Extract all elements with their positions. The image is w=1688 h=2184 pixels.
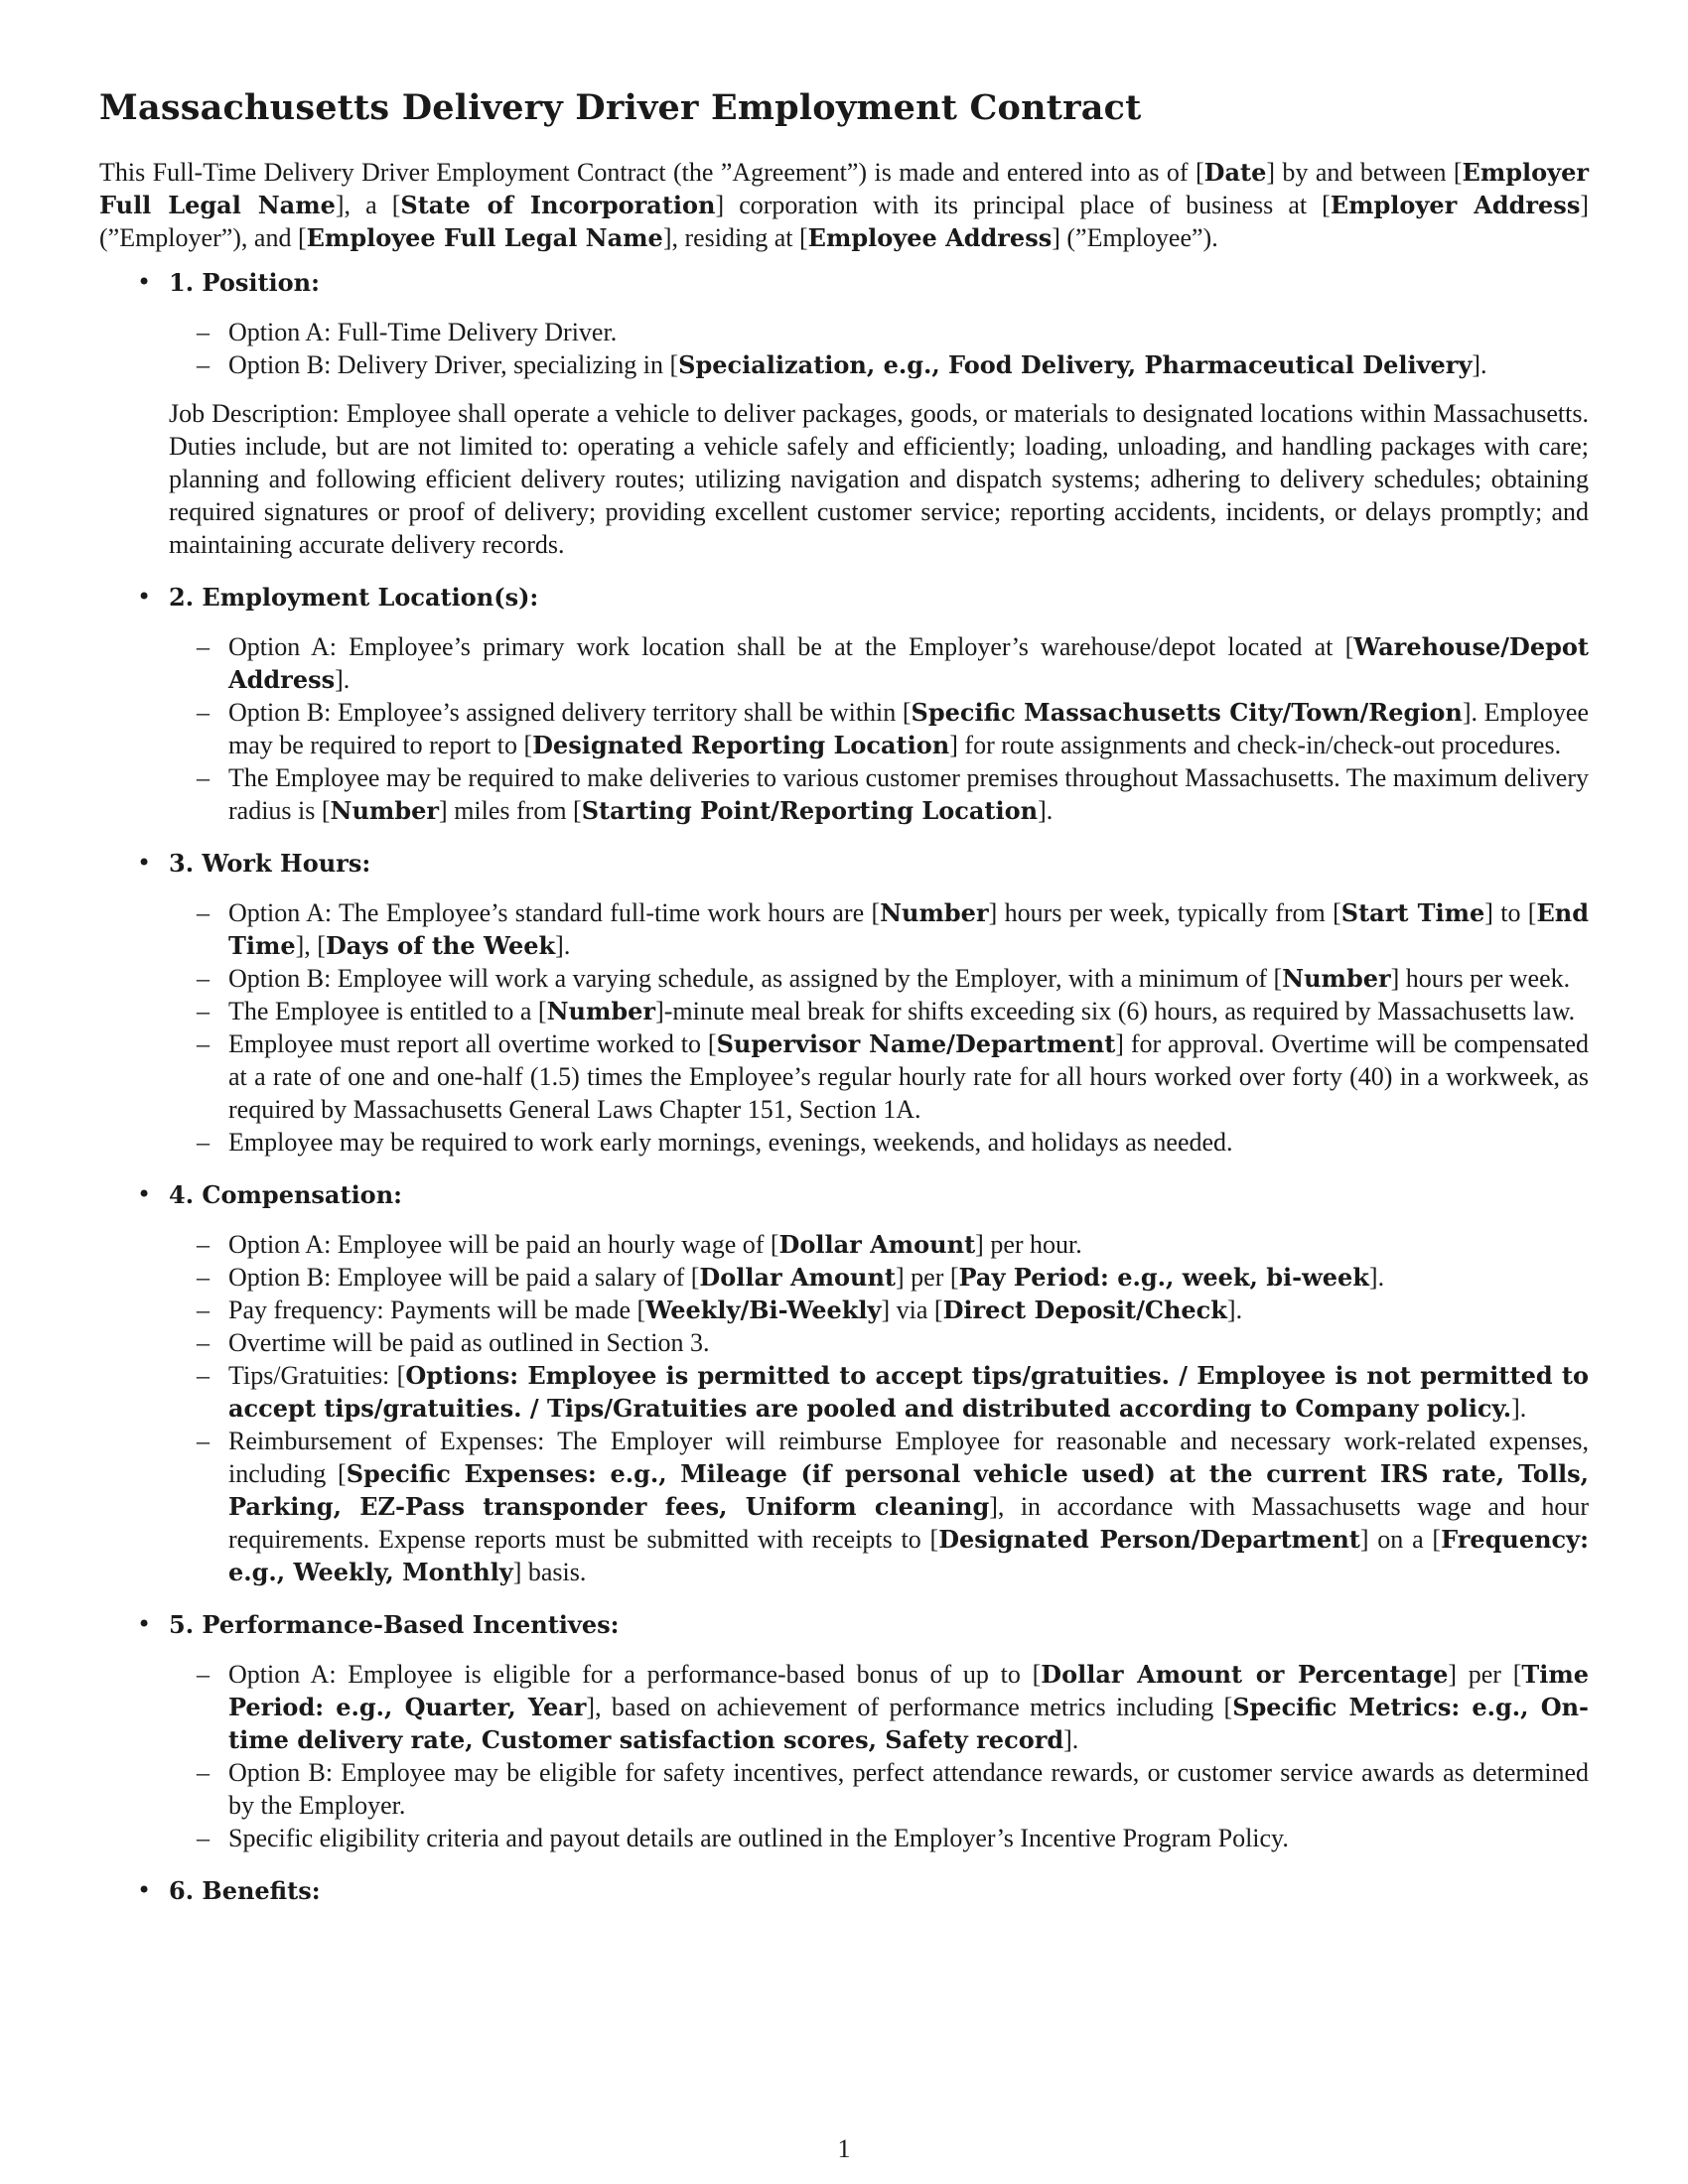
option-item: – Overtime will be paid as outlined in Section 3. [197,1328,710,1357]
bullet-icon: • [137,1610,152,1638]
dash-icon: – [197,1758,210,1787]
section-list [99,266,1589,1907]
dash-icon: – [197,898,210,927]
dash-icon: – [197,1296,210,1324]
option-item: – Option B: Employee’s assigned delivery territory shall be within [Specific Massachusetts City/Town/Region]. Employee may be required to report to [Designated Reporting Location] for route assignments and check-in/check-out procedures. [197,698,1589,759]
option-item: – Option A: Full-Time Delivery Driver. [197,318,618,346]
job-description: Job Description: Employee shall operate a vehicle to deliver packages, goods, or materials to designated locations within Massachusetts. Duties include, but are not limited to: operating a vehicle safely and efficiently; loading, unloading, and handling packages with care; planning and following efficient delivery routes; utilizing navigation and dispatch systems; adhering to delivery schedules; obtaining required signatures or proof of delivery; providing excellent customer service; reporting accidents, incidents, or delays promptly; and maintaining accurate delivery records. [169,399,1589,559]
dash-icon: – [197,1824,210,1852]
section-heading: 3. Work Hours: [169,849,371,878]
dash-icon: – [197,964,210,993]
bullet-icon: • [137,849,152,877]
option-item: – Specific eligibility criteria and payout details are outlined in the Employer’s Incentive Program Policy. [197,1824,1289,1852]
option-item: – Reimbursement of Expenses: The Employer will reimburse Employee for reasonable and necessary work-related expenses, including [Specific Expenses: e.g., Mileage (if personal vehicle used) at the current IRS rate, Tolls, Parking, EZ-Pass transponder fees, Uniform cleaning], in accordance with Massachusetts wage and hour requirements. Expense reports must be submitted with receipts to [Designated Person/Department] on a [Frequency: e.g., Weekly, Monthly] basis. [197,1427,1590,1586]
dash-icon: – [197,1230,210,1259]
option-item: – The Employee may be required to make deliveries to various customer premises throughout Massachusetts. The maximum delivery radius is [Number] miles from [Starting Point/Reporting Location]. [197,763,1589,825]
intro-paragraph: This Full-Time Delivery Driver Employment Contract (the ”Agreement”) is made and entered into as of [Date] by and between [Employer Full Legal Name], a [State of Incorporation] corporation with its principal place of business at [Employer Address] (”Employer”), and [Employee Full Legal Name], residing at [Employee Address] (”Employee”). [99,158,1589,252]
bullet-icon: • [137,1876,152,1904]
dash-icon: – [197,997,210,1025]
section-item [99,1608,1589,1854]
option-item: – Pay frequency: Payments will be made [Weekly/Bi-Weekly] via [Direct Deposit/Check]. [197,1296,1243,1324]
section-item [99,1874,1589,1907]
option-list [169,1228,1589,1588]
dash-icon: – [197,350,210,379]
option-item: – Option A: The Employee’s standard full-time work hours are [Number] hours per week, typically from [Start Time] to [End Time], [Days of the Week]. [197,898,1589,960]
section-item [99,1178,1589,1588]
dash-icon: – [197,1660,210,1689]
section-item [99,266,1589,561]
section-heading: 6. Benefits: [169,1876,321,1905]
page-number: 1 [837,2134,851,2163]
option-item: – Employee may be required to work early mornings, evenings, weekends, and holidays as needed. [197,1128,1233,1157]
option-item: – Employee must report all overtime worked to [Supervisor Name/Department] for approval. Overtime will be compensated at a rate of one and one-half (1.5) times the Employee’s regular hourly rate for all hours worked over forty (40) in a workweek, as required by Massachusetts General Laws Chapter 151, Section 1A. [197,1029,1589,1124]
bullet-icon: • [137,268,152,296]
dash-icon: – [197,632,210,661]
option-item: – Option A: Employee will be paid an hourly wage of [Dollar Amount] per hour. [197,1230,1082,1259]
dash-icon: – [197,1328,210,1357]
bullet-icon: • [137,583,152,611]
option-item: – Option B: Employee will be paid a salary of [Dollar Amount] per [Pay Period: e.g., week, bi-week]. [197,1263,1385,1292]
option-item: – The Employee is entitled to a [Number]-minute meal break for shifts exceeding six (6) hours, as required by Massachusetts law. [197,997,1576,1025]
dash-icon: – [197,1029,210,1058]
option-list [169,630,1589,827]
dash-icon: – [197,1128,210,1157]
dash-icon: – [197,1263,210,1292]
dash-icon: – [197,318,210,346]
section-item [99,847,1589,1159]
bullet-icon: • [137,1180,152,1208]
contract-page [99,87,1589,1927]
option-item: – Option B: Delivery Driver, specializing in [Specialization, e.g., Food Delivery, Pharmaceutical Delivery]. [197,350,1487,379]
option-list [169,316,1589,381]
document-title: Massachusetts Delivery Driver Employment Contract [99,87,1142,128]
option-item: – Option A: Employee’s primary work location shall be at the Employer’s warehouse/depot located at [Warehouse/Depot Address]. [197,632,1589,694]
option-item: – Option B: Employee will work a varying schedule, as assigned by the Employer, with a minimum of [Number] hours per week. [197,964,1571,993]
dash-icon: – [197,1427,210,1455]
section-heading: 5. Performance-Based Incentives: [169,1610,620,1639]
section-item [99,581,1589,827]
option-item: – Option A: Employee is eligible for a performance-based bonus of up to [Dollar Amount or Percentage] per [Time Period: e.g., Quarter, Year], based on achievement of performance metrics including [Specific Metrics: e.g., On-time delivery rate, Customer satisfaction scores, Safety record]. [197,1660,1590,1754]
option-item: – Option B: Employee may be eligible for safety incentives, perfect attendance rewards, or customer service awards as determined by the Employer. [197,1758,1589,1820]
section-heading: 2. Employment Location(s): [169,583,539,612]
option-list [169,1658,1589,1854]
option-item: – Tips/Gratuities: [Options: Employee is permitted to accept tips/gratuities. / Employee is not permitted to accept tips/gratuities. / Tips/Gratuities are pooled and distributed according to Company policy.]. [197,1361,1589,1423]
option-list [169,896,1589,1159]
section-heading: 4. Compensation: [169,1180,402,1209]
section-heading: 1. Position: [169,268,320,297]
dash-icon: – [197,763,210,792]
dash-icon: – [197,698,210,727]
dash-icon: – [197,1361,210,1390]
